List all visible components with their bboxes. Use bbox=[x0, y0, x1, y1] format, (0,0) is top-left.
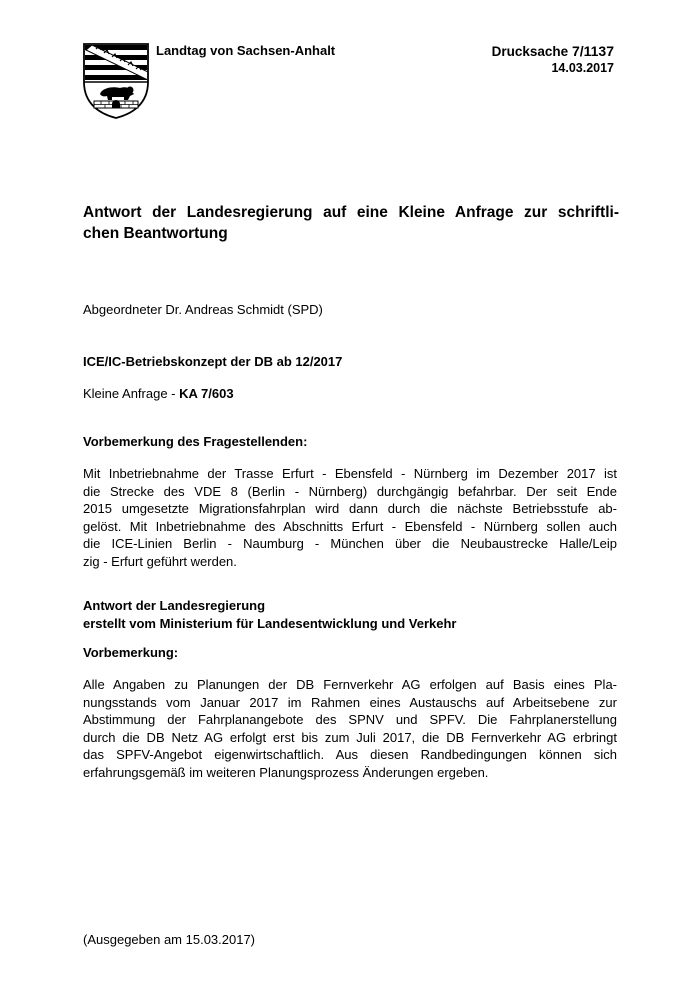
paragraph-line: die Strecke des VDE 8 (Berlin - Nürnberg) durchgängig befahrbar. Der seit Ende bbox=[83, 483, 617, 499]
parliament-name: Landtag von Sachsen-Anhalt bbox=[156, 43, 336, 58]
answer-heading-line-2: erstellt vom Ministerium für Landesentwicklung und Verkehr bbox=[83, 615, 457, 631]
questioner-remark-heading: Vorbemerkung des Fragestellenden: bbox=[83, 434, 308, 449]
paragraph-line: das SPFV-Angebot eigenwirtschaftlich. Aus diesen Randbedingungen können sich bbox=[83, 747, 617, 762]
document-type-label: Drucksache bbox=[491, 44, 569, 59]
paragraph-line: erfahrungsgemäß im weiteren Planungsprozess Änderungen ergeben. bbox=[83, 764, 489, 780]
paragraph-line: Abstimmung der Fahrplanangebote des SPNV und SPFV. Die Fahrplanerstellung bbox=[83, 712, 617, 727]
paragraph-line: nungsstands vom Januar 2017 im Rahmen eines Austauschs auf Arbeitsebene zur bbox=[83, 694, 617, 710]
page-title bbox=[83, 202, 619, 244]
paragraph-line: Alle Angaben zu Planungen der DB Fernverkehr AG erfolgen auf Basis eines Pla- bbox=[83, 677, 617, 692]
paragraph-line: Mit Inbetriebnahme der Trasse Erfurt - Ebensfeld - Nürnberg im Dezember 2017 ist bbox=[83, 466, 617, 481]
paragraph-line: die ICE-Linien Berlin - Naumburg - München über die Neubaustrecke Halle/Leip bbox=[83, 536, 617, 551]
answer-preliminary-paragraph bbox=[83, 676, 617, 781]
document-date: 14.03.2017 bbox=[551, 61, 614, 75]
inquiry-reference bbox=[83, 385, 617, 403]
paragraph-line: zig - Erfurt geführt werden. bbox=[83, 553, 237, 569]
document-number bbox=[492, 43, 614, 59]
title-line-1: Antwort der Landesregierung auf eine Kleine Anfrage zur schriftli- bbox=[83, 204, 619, 221]
answer-preliminary-heading: Vorbemerkung: bbox=[83, 645, 179, 660]
answer-heading-line-1: Antwort der Landesregierung bbox=[83, 598, 266, 613]
author: Abgeordneter Dr. Andreas Schmidt (SPD) bbox=[83, 302, 323, 317]
title-line-2: chen Beantwortung bbox=[83, 225, 228, 242]
document-number-value: 7/1137 bbox=[571, 43, 614, 59]
paragraph-line: durch die DB Netz AG erfolgt erst bis zum Juli 2017, die DB Fernverkehr AG erbringt bbox=[83, 729, 617, 745]
issued-date: (Ausgegeben am 15.03.2017) bbox=[83, 932, 256, 947]
paragraph-line: gelöst. Mit Inbetriebnahme des Abschnitts Erfurt - Ebensfeld - Nürnberg sollen auch bbox=[83, 518, 617, 534]
questioner-remark-paragraph bbox=[83, 465, 617, 570]
coat-of-arms-graphic bbox=[82, 42, 150, 120]
coat-of-arms-icon bbox=[82, 42, 150, 120]
inquiry-number: KA 7/603 bbox=[179, 386, 234, 401]
inquiry-label: Kleine Anfrage - bbox=[83, 386, 180, 401]
answer-heading bbox=[83, 597, 617, 632]
subject: ICE/IC-Betriebskonzept der DB ab 12/2017 bbox=[83, 354, 343, 369]
paragraph-line: 2015 umgesetzte Migrationsfahrplan wird dann durch die nächste Betriebsstufe ab- bbox=[83, 501, 617, 516]
